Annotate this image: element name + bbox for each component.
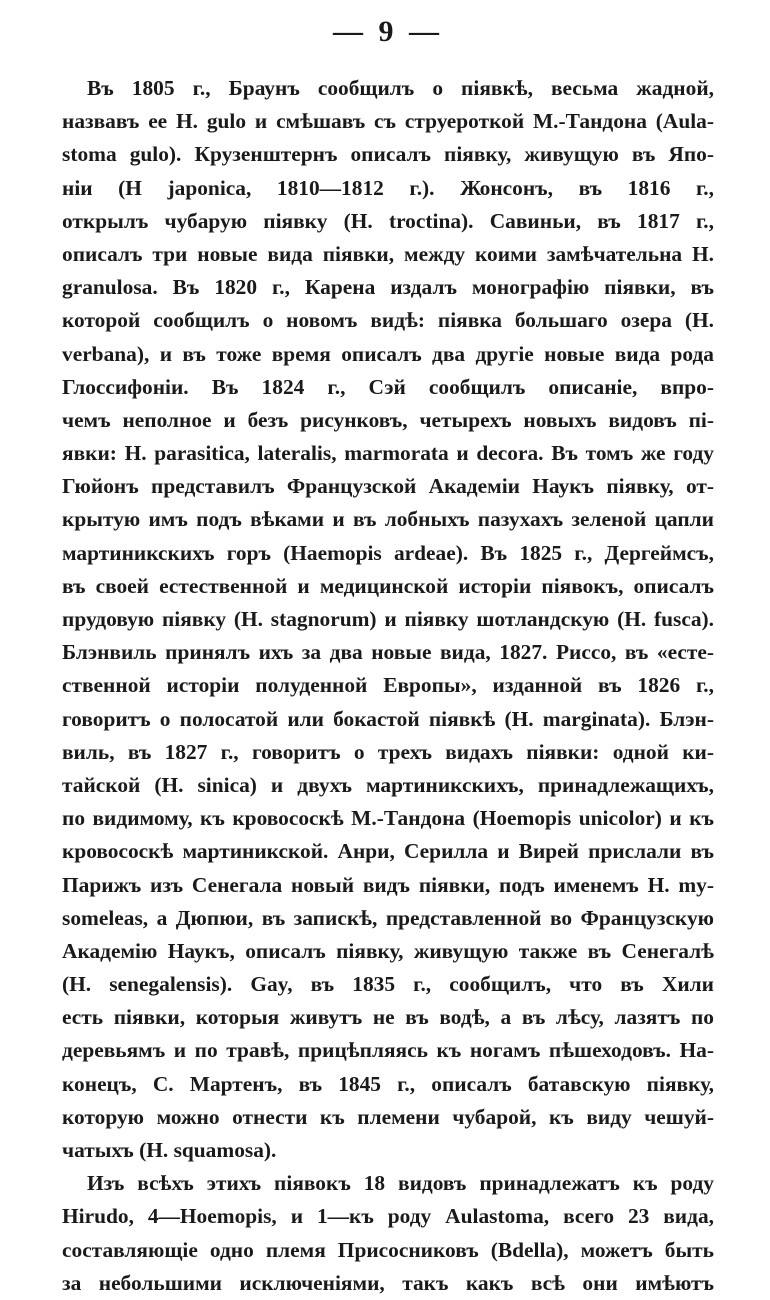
text-line: виль, въ 1827 г., говоритъ о трехъ видахъ піявки: одной ки- bbox=[62, 739, 714, 764]
text-line: чемъ неполное и безъ рисунковъ, четырехъ новыхъ видовъ пі- bbox=[62, 407, 714, 432]
text-line: someleas, а Дюпюи, въ запискѣ, представленной во Французскую bbox=[62, 905, 714, 930]
text-line: (Н. senegalensis). Gay, въ 1835 г., сообщилъ, что въ Хили bbox=[62, 972, 714, 997]
text-line: кровососкѣ мартиникской. Анри, Серилла и Вирей прислали въ bbox=[62, 839, 714, 864]
text-line: granulosa. Въ 1820 г., Карена издалъ монографію піявки, въ bbox=[62, 275, 714, 300]
text-line: составляющіе одно племя Присосниковъ (Bdella), можетъ быть bbox=[62, 1237, 714, 1262]
text-line: stoma gulo). Крузенштернъ описалъ піявку, живущую въ Япо- bbox=[62, 142, 714, 167]
text-line: явки: Н. parasitica, lateralis, marmorata и decora. Въ томъ же году bbox=[62, 441, 714, 466]
page-number: — 9 — bbox=[333, 15, 443, 48]
text-line: чатыхъ (Н. squamosa). bbox=[62, 1138, 277, 1162]
text-line: Изъ всѣхъ этихъ піявокъ 18 видовъ принадлежатъ къ роду bbox=[87, 1171, 714, 1196]
text-line: прудовую піявку (Н. stagnorum) и піявку шотландскую (Н. fusca). bbox=[62, 607, 714, 631]
text-line: которую можно отнести къ племени чубарой, къ виду чешуй- bbox=[62, 1104, 714, 1129]
text-line: verbana), и въ тоже время описалъ два другіе новые вида рода bbox=[62, 341, 714, 366]
text-line: по видимому, къ кровососкѣ М.-Тандона (Hoemopis unicolor) и къ bbox=[62, 806, 714, 831]
text-line: мартиникскихъ горъ (Haemopis ardeae). Въ 1825 г., Дергеймсъ, bbox=[62, 540, 714, 565]
text-line: Гюйонъ представилъ Французской Академіи Наукъ піявку, от- bbox=[62, 474, 714, 499]
text-line: открылъ чубарую піявку (Н. troctina). Савиньи, въ 1817 г., bbox=[62, 208, 714, 233]
text-line: деревьямъ и по травѣ, прицѣпляясь къ ногамъ пѣшеходовъ. На- bbox=[62, 1038, 714, 1063]
text-line: Блэнвиль принялъ ихъ за два новые вида, 1827. Риссо, въ «есте- bbox=[62, 640, 714, 665]
paragraph-2 bbox=[62, 1167, 714, 1300]
text-line: Hirudo, 4—Hoemopis, и 1—къ роду Aulastoma, всего 23 вида, bbox=[62, 1204, 714, 1229]
text-line: описалъ три новые вида піявки, между коими замѣчательна Н. bbox=[62, 241, 714, 266]
text-line: крытую имъ подъ вѣками и въ лобныхъ пазухахъ зеленой цапли bbox=[62, 507, 714, 532]
text-line: Академію Наукъ, описалъ піявку, живущую также въ Сенегалѣ bbox=[62, 938, 714, 963]
body-text bbox=[62, 72, 714, 1300]
text-line: говоритъ о полосатой или бокастой піявкѣ (Н. marginata). Блэн- bbox=[62, 706, 714, 731]
text-line: конецъ, С. Мартенъ, въ 1845 г., описалъ батавскую піявку, bbox=[62, 1071, 714, 1096]
text-line: за небольшими исключеніями, такъ какъ всѣ они имѣютъ bbox=[62, 1270, 714, 1295]
text-line: въ своей естественной и медицинской исторіи піявокъ, описалъ bbox=[62, 573, 714, 598]
text-line: Въ 1805 г., Браунъ сообщилъ о піявкѣ, весьма жадной, bbox=[87, 76, 714, 100]
text-line: есть піявки, которыя живутъ не въ водѣ, а въ лѣсу, лазятъ по bbox=[62, 1005, 714, 1030]
text-line: назвавъ ее Н. gulo и смѣшавъ съ струероткой М.-Тандона (Aula- bbox=[62, 109, 714, 134]
text-line: которой сообщилъ о новомъ видѣ: піявка большаго озера (Н. bbox=[62, 308, 714, 333]
text-line: Парижъ изъ Сенегала новый видъ піявки, подъ именемъ Н. my- bbox=[62, 872, 714, 897]
text-line: Глоссифоніи. Въ 1824 г., Сэй сообщилъ описаніе, впро- bbox=[62, 374, 714, 399]
text-line: ніи (Н japonica, 1810—1812 г.). Жонсонъ, въ 1816 г., bbox=[62, 175, 714, 200]
text-line: тайской (Н. sinica) и двухъ мартиникскихъ, принадлежащихъ, bbox=[62, 772, 714, 797]
text-line: ственной исторіи полуденной Европы», изданной въ 1826 г., bbox=[62, 673, 714, 698]
paragraph-1 bbox=[62, 72, 714, 1167]
